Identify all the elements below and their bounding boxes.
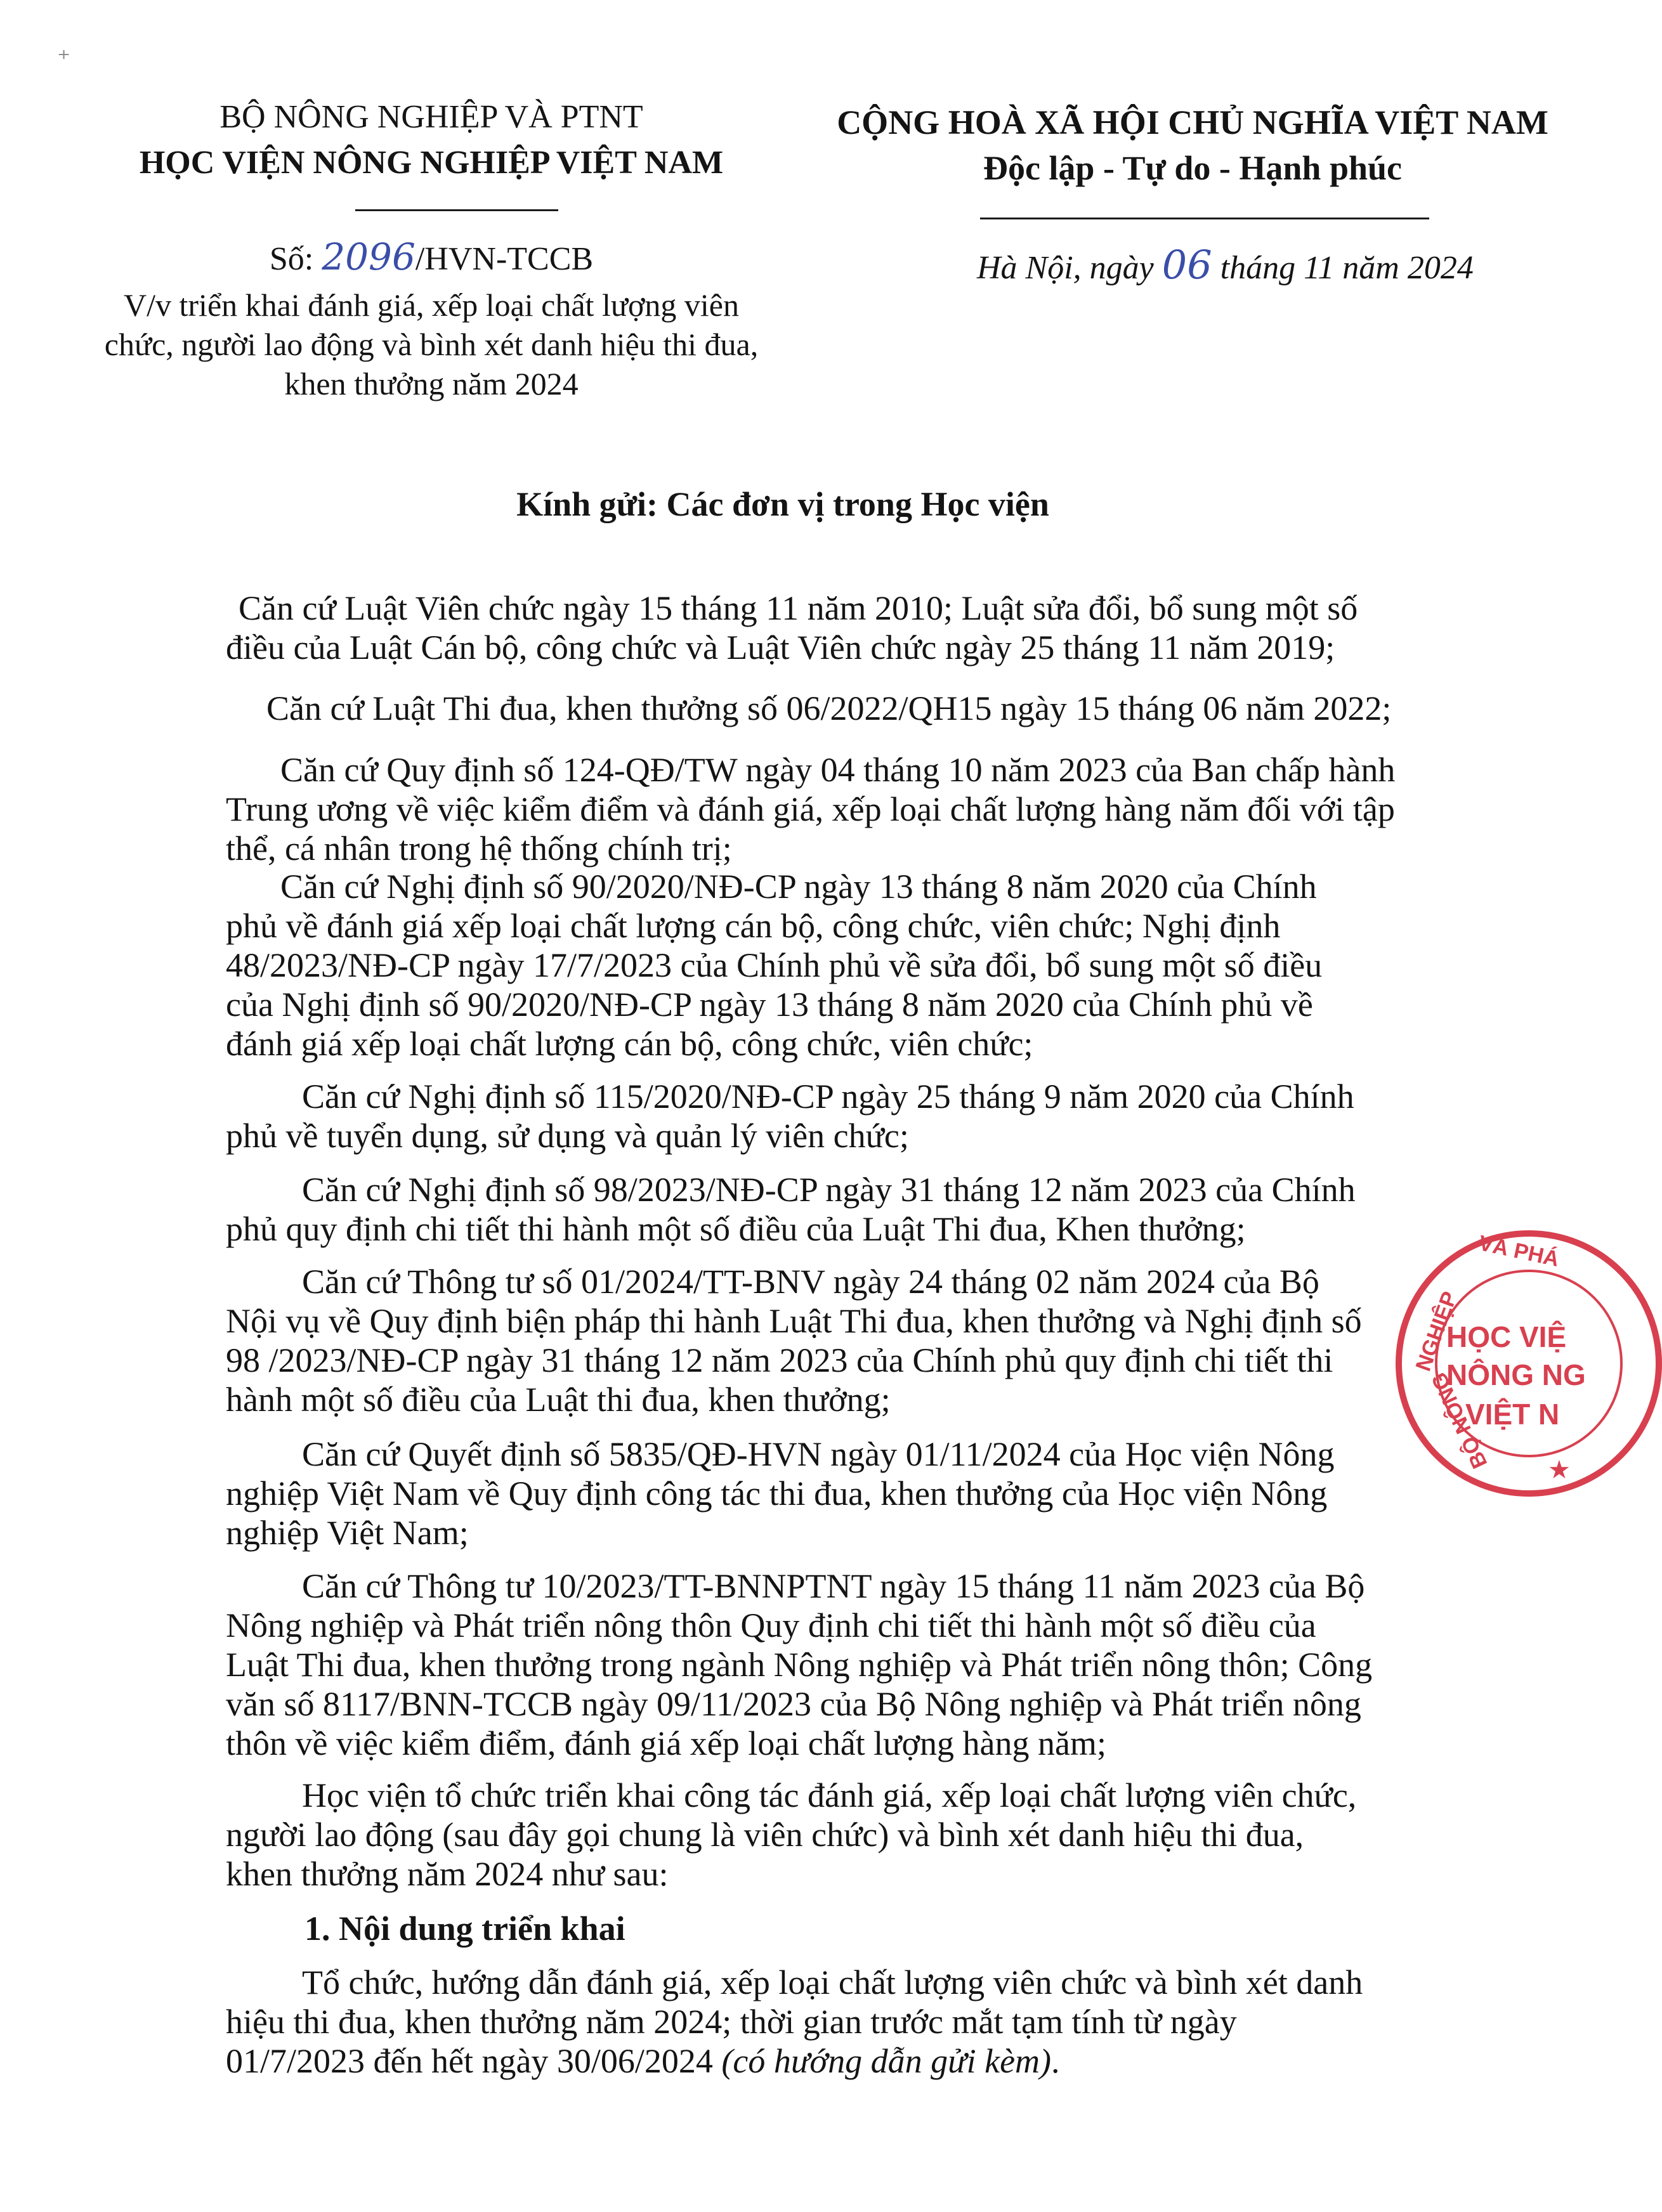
legal-basis-paragraph bbox=[226, 867, 1437, 1064]
paragraph-line: văn số 8117/BNN-TCCB ngày 09/11/2023 của Bộ Nông nghiệp và Phát triển nông bbox=[226, 1685, 1361, 1723]
legal-basis-paragraph bbox=[226, 1262, 1437, 1419]
scan-mark: ⁺ bbox=[57, 44, 71, 74]
date-prefix: Hà Nội, ngày bbox=[977, 250, 1162, 286]
paragraph-line: Căn cứ Nghị định số 115/2020/NĐ-CP ngày 25 tháng 9 năm 2020 của Chính bbox=[302, 1077, 1354, 1116]
subject-line: V/v triển khai đánh giá, xếp loại chất lượng viên bbox=[124, 287, 739, 323]
paragraph-line: Căn cứ Luật Thi đua, khen thưởng số 06/2022/QH15 ngày 15 tháng 06 năm 2022; bbox=[266, 689, 1392, 727]
paragraph-line: Học viện tổ chức triển khai công tác đánh giá, xếp loại chất lượng viên chức, bbox=[302, 1776, 1357, 1814]
seal-text: VIỆT N bbox=[1465, 1398, 1560, 1431]
subject-line: chức, người lao động và bình xét danh hiệu thi đua, bbox=[104, 327, 759, 362]
paragraph-line: Trung ương về việc kiểm điểm và đánh giá, xếp loại chất lượng hàng năm đối với tập bbox=[226, 790, 1395, 828]
legal-basis-paragraph bbox=[226, 750, 1437, 868]
end-punctuation: . bbox=[1051, 2042, 1060, 2080]
section-heading: 1. Nội dung triển khai bbox=[304, 1909, 625, 1948]
right-header-rule bbox=[980, 218, 1429, 219]
paragraph-line: Nội vụ về Quy định biện pháp thi hành Luật Thi đua, khen thưởng và Nghị định số bbox=[226, 1302, 1362, 1340]
paragraph-line: Căn cứ Thông tư 10/2023/TT-BNNPTNT ngày 15 tháng 11 năm 2023 của Bộ bbox=[302, 1567, 1365, 1605]
subject-line: khen thưởng năm 2024 bbox=[284, 366, 579, 401]
date-suffix: tháng 11 năm 2024 bbox=[1212, 250, 1474, 286]
recipient: Kính gửi: Các đơn vị trong Học viện bbox=[516, 485, 1049, 523]
paragraph-line: Tổ chức, hướng dẫn đánh giá, xếp loại chất lượng viên chức và bình xét danh bbox=[302, 1963, 1363, 2001]
paragraph-line: Luật Thi đua, khen thưởng trong ngành Nông nghiệp và Phát triển nông thôn; Công bbox=[226, 1646, 1373, 1684]
paragraph-line: Nông nghiệp và Phát triển nông thôn Quy định chi tiết thi hành một số điều của bbox=[226, 1606, 1316, 1644]
paragraph-line: hiệu thi đua, khen thưởng năm 2024; thời gian trước mắt tạm tính từ ngày bbox=[226, 2003, 1237, 2041]
paragraph-line: thôn về việc kiểm điểm, đánh giá xếp loại chất lượng hàng năm; bbox=[226, 1724, 1106, 1762]
paragraph-line: phủ về đánh giá xếp loại chất lượng cán bộ, công chức, viên chức; Nghị định bbox=[226, 907, 1281, 945]
number-prefix: Số: bbox=[269, 241, 322, 277]
official-seal bbox=[1396, 1230, 1662, 1497]
legal-basis-paragraph bbox=[266, 689, 1446, 728]
institution-name: HỌC VIỆN NÔNG NGHIỆP VIỆT NAM bbox=[139, 145, 724, 181]
handwritten-number: 2096 bbox=[322, 235, 416, 278]
seal-ring-text: NGHIỆP bbox=[1411, 1288, 1462, 1375]
ministry-name: BỘ NÔNG NGHIỆP VÀ PTNT bbox=[219, 99, 643, 135]
nation-name: CỘNG HOÀ XÃ HỘI CHỦ NGHĨA VIỆT NAM bbox=[837, 103, 1548, 141]
seal-star-icon: ★ bbox=[1548, 1456, 1571, 1484]
handwritten-day: 06 bbox=[1161, 242, 1212, 288]
national-motto: Độc lập - Tự do - Hạnh phúc bbox=[983, 149, 1403, 187]
paragraph-line: khen thưởng năm 2024 như sau: bbox=[226, 1855, 669, 1893]
paragraph-line: phủ về tuyển dụng, sử dụng và quản lý viên chức; bbox=[226, 1117, 909, 1155]
paragraph-line: nghiệp Việt Nam; bbox=[226, 1514, 469, 1552]
legal-basis-paragraph bbox=[226, 589, 1437, 667]
paragraph-line: 48/2023/NĐ-CP ngày 17/7/2023 của Chính phủ về sửa đổi, bổ sung một số điều bbox=[226, 946, 1323, 984]
seal-text: HỌC VIỆ bbox=[1446, 1320, 1567, 1353]
paragraph-text: 01/7/2023 đến hết ngày 30/06/2024 bbox=[226, 2042, 722, 2080]
seal-ring-text: VÀ PHÁ bbox=[1476, 1231, 1562, 1272]
note-text: (có hướng dẫn gửi kèm) bbox=[721, 2042, 1052, 2080]
paragraph-line: Căn cứ Quy định số 124-QĐ/TW ngày 04 tháng 10 năm 2023 của Ban chấp hành bbox=[280, 751, 1396, 789]
paragraph-line: thể, cá nhân trong hệ thống chính trị; bbox=[226, 829, 732, 868]
place-date bbox=[977, 244, 1548, 289]
legal-basis-paragraph bbox=[226, 1435, 1437, 1552]
paragraph-line: của Nghị định số 90/2020/NĐ-CP ngày 13 tháng 8 năm 2020 của Chính phủ về bbox=[226, 986, 1313, 1024]
document-number bbox=[82, 235, 780, 282]
paragraph-line: điều của Luật Cán bộ, công chức và Luật Viên chức ngày 25 tháng 11 năm 2019; bbox=[226, 628, 1335, 667]
paragraph-line: đánh giá xếp loại chất lượng cán bộ, công chức, viên chức; bbox=[226, 1025, 1033, 1063]
paragraph-line: phủ quy định chi tiết thi hành một số điều của Luật Thi đua, Khen thưởng; bbox=[226, 1210, 1246, 1248]
legal-basis-paragraph bbox=[226, 1170, 1437, 1249]
paragraph-line: Căn cứ Thông tư số 01/2024/TT-BNV ngày 24 tháng 02 năm 2024 của Bộ bbox=[302, 1263, 1319, 1301]
paragraph-line: 98 /2023/NĐ-CP ngày 31 tháng 12 năm 2023 của Chính phủ quy định chi tiết thi bbox=[226, 1341, 1333, 1379]
subject-block bbox=[82, 285, 780, 403]
paragraph-line: người lao động (sau đây gọi chung là viên chức) và bình xét danh hiệu thi đua, bbox=[226, 1816, 1304, 1854]
paragraph-line: hành một số điều của Luật thi đua, khen thưởng; bbox=[226, 1381, 891, 1419]
paragraph-line: Căn cứ Nghị định số 98/2023/NĐ-CP ngày 31 tháng 12 năm 2023 của Chính bbox=[302, 1171, 1356, 1209]
seal-ring-text: BỘ NÔNG bbox=[1427, 1369, 1493, 1473]
intro-paragraph bbox=[226, 1776, 1437, 1894]
number-suffix: /HVN-TCCB bbox=[415, 241, 594, 277]
left-header-rule bbox=[355, 209, 558, 211]
section-paragraph bbox=[226, 1963, 1437, 2081]
paragraph-line bbox=[226, 2041, 1437, 2081]
paragraph-line: Căn cứ Nghị định số 90/2020/NĐ-CP ngày 13 tháng 8 năm 2020 của Chính bbox=[280, 868, 1317, 906]
paragraph-line: Căn cứ Luật Viên chức ngày 15 tháng 11 năm 2010; Luật sửa đổi, bổ sung một số bbox=[239, 589, 1358, 627]
paragraph-line: Căn cứ Quyết định số 5835/QĐ-HVN ngày 01/11/2024 của Học viện Nông bbox=[302, 1435, 1335, 1473]
legal-basis-paragraph bbox=[226, 1566, 1437, 1763]
seal-text: NÔNG NG bbox=[1446, 1358, 1586, 1391]
legal-basis-paragraph bbox=[226, 1077, 1437, 1155]
paragraph-line: nghiệp Việt Nam về Quy định công tác thi đua, khen thưởng của Học viện Nông bbox=[226, 1474, 1328, 1513]
